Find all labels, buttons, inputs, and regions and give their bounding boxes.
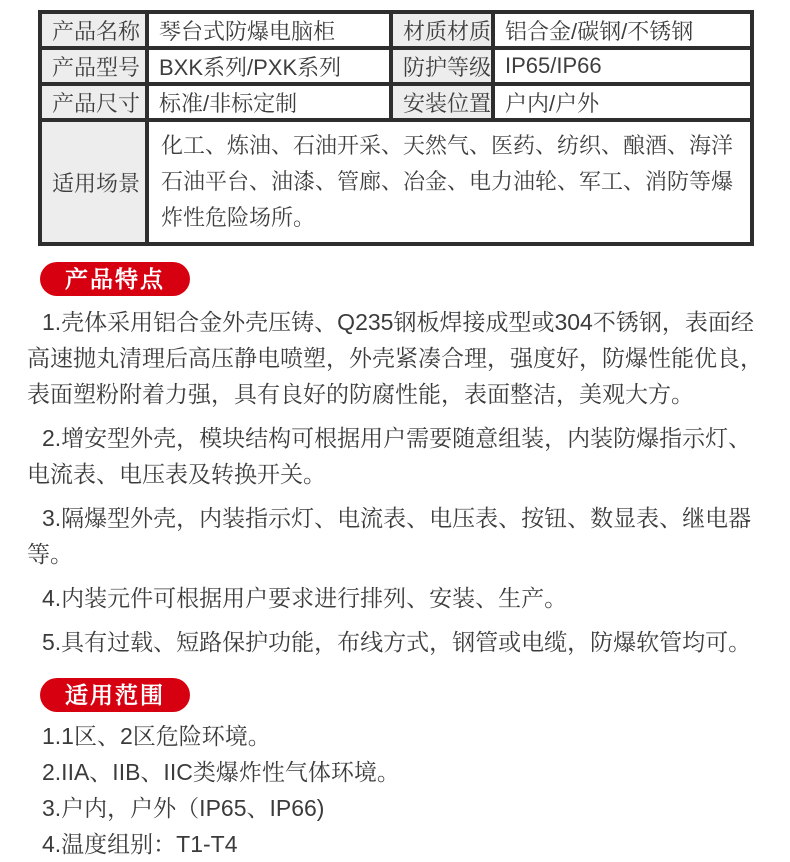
spec-label-install-location: 安装位置 xyxy=(391,84,493,120)
spec-value-product-name: 琴台式防爆电脑柜 xyxy=(147,12,391,48)
table-row xyxy=(40,12,752,48)
scope-item-1: 1.1区、2区危险环境。 xyxy=(42,723,271,749)
feature-item-2: 2.增安型外壳，模块结构可根据用户需要随意组装，内装防爆指示灯、电流表、电压表及转换开关。 xyxy=(27,425,752,487)
spec-value-scenario: 化工、炼油、石油开采、天然气、医药、纺织、酿酒、海洋石油平台、油漆、管廊、冶金、电力油轮、军工、消防等爆炸性危险场所。 xyxy=(147,120,752,244)
spec-label-product-name: 产品名称 xyxy=(40,12,147,48)
scope-item-4: 4.温度组别：T1-T4 xyxy=(42,831,238,857)
scope-badge: 适用范围 xyxy=(40,678,190,712)
spec-label-model: 产品型号 xyxy=(40,48,147,84)
spec-value-protection: IP65/IP66 xyxy=(493,48,752,84)
table-row xyxy=(40,84,752,120)
feature-item-1: 1.壳体采用铝合金外壳压铸、Q235钢板焊接成型或304不锈钢，表面经高速抛丸清理后高压静电喷塑，外壳紧凑合理，强度好，防爆性能优良，表面塑粉附着力强，具有良好的防腐性能，表面整洁，美观大方。 xyxy=(27,309,763,407)
spec-table xyxy=(38,10,754,246)
spec-label-size: 产品尺寸 xyxy=(40,84,147,120)
feature-item-4: 4.内装元件可根据用户要求进行排列、安装、生产。 xyxy=(42,585,568,611)
spec-value-model: BXK系列/PXK系列 xyxy=(147,48,391,84)
feature-item-5: 5.具有过载、短路保护功能，布线方式，钢管或电缆，防爆软管均可。 xyxy=(42,629,752,655)
table-row-scenario xyxy=(40,120,752,244)
features-list xyxy=(0,304,790,660)
spec-label-material: 材质材质 xyxy=(391,12,493,48)
product-spec-sheet xyxy=(0,10,790,857)
table-row xyxy=(40,48,752,84)
scope-list xyxy=(0,718,790,862)
feature-item-3: 3.隔爆型外壳，内装指示灯、电流表、电压表、按钮、数显表、继电器等。 xyxy=(27,505,752,567)
scope-item-3: 3.户内，户外（IP65、IP66) xyxy=(42,795,325,821)
spec-label-protection: 防护等级 xyxy=(391,48,493,84)
scope-item-2: 2.IIA、IIB、IIC类爆炸性气体环境。 xyxy=(42,759,400,785)
spec-label-scenario: 适用场景 xyxy=(40,120,147,244)
spec-value-install-location: 户内/户外 xyxy=(493,84,752,120)
spec-value-material: 铝合金/碳钢/不锈钢 xyxy=(493,12,752,48)
spec-value-size: 标准/非标定制 xyxy=(147,84,391,120)
features-badge: 产品特点 xyxy=(40,262,190,296)
